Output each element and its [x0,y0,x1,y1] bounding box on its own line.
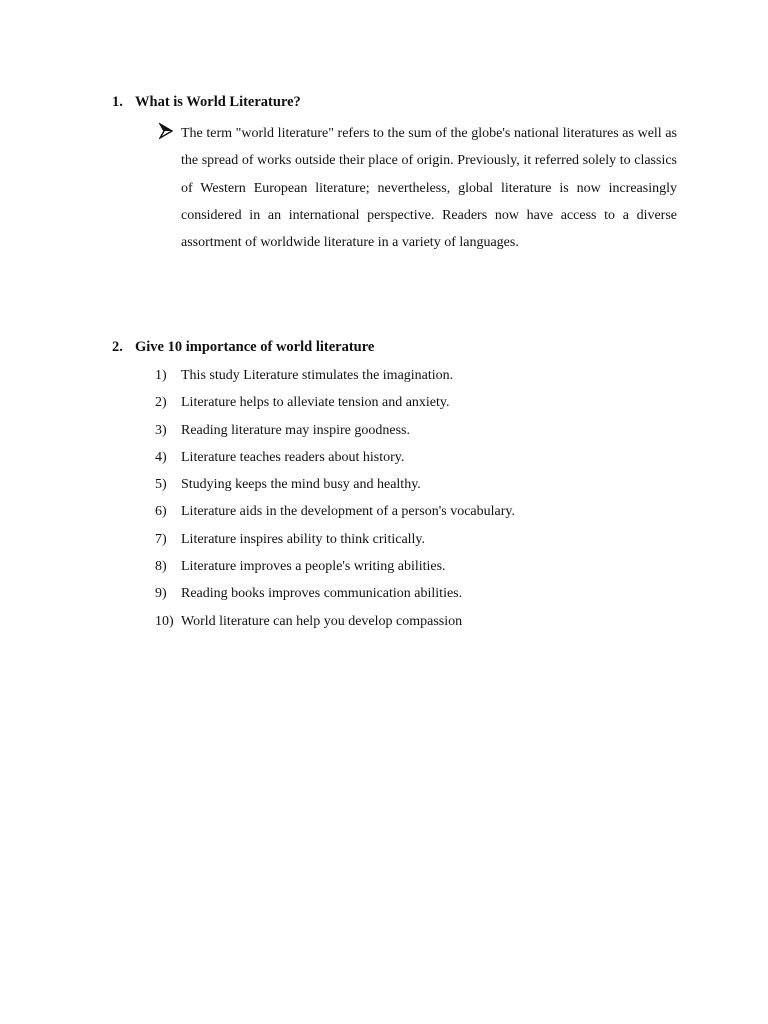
list-item-number: 9) [155,586,167,602]
list-item [155,447,675,474]
list-item-number: 6) [155,504,167,520]
list-item-text: Literature inspires ability to think critically. [181,531,426,547]
list-item-text: Literature improves a people's writing abilities. [181,559,446,575]
list-item-number: 8) [155,559,167,575]
list-item [155,501,675,528]
question-2-title: Give 10 importance of world literature [135,339,375,355]
question-1-title: What is World Literature? [135,94,301,110]
list-item-text: Reading books improves communication abilities. [181,586,463,602]
list-item-number: 2) [155,395,167,411]
importance-list [155,365,675,638]
list-item [155,420,675,447]
list-item [155,556,675,583]
question-1-heading [112,93,301,111]
list-item-number: 5) [155,477,167,493]
list-item [155,583,675,610]
question-2-number: 2. [112,339,123,355]
question-1-number: 1. [112,94,123,110]
list-item-text: Literature aids in the development of a person's vocabulary. [181,504,515,520]
list-item-text: Literature helps to alleviate tension and anxiety. [181,395,450,411]
list-item [155,529,675,556]
list-item-text: Reading literature may inspire goodness. [181,422,410,438]
list-item-text: This study Literature stimulates the imagination. [181,368,454,383]
list-item-text: Studying keeps the mind busy and healthy. [181,477,421,493]
list-item [155,611,675,638]
list-item-number: 4) [155,449,167,465]
list-item-number: 3) [155,422,167,438]
answer-1-text: The term "world literature" refers to the sum of the globe's national literatures as well as the spread of works outside their place of origin. Previously, it referred solely to classics of Western European literature; nevertheless, global literature is now increasingly considered in an international perspective. Readers now have access to a diverse assortment of worldwide literature in a variety of languages. [181,126,677,251]
list-item-text: Literature teaches readers about history. [181,449,405,465]
list-item [155,474,675,501]
list-item [155,365,675,392]
list-item [155,392,675,419]
list-item-number: 10) [155,613,174,629]
list-item-text: World literature can help you develop compassion [181,613,463,629]
list-item-number: 1) [155,368,167,383]
arrow-bullet-icon [159,122,173,140]
question-2-heading [112,338,374,356]
list-item-number: 7) [155,531,167,547]
